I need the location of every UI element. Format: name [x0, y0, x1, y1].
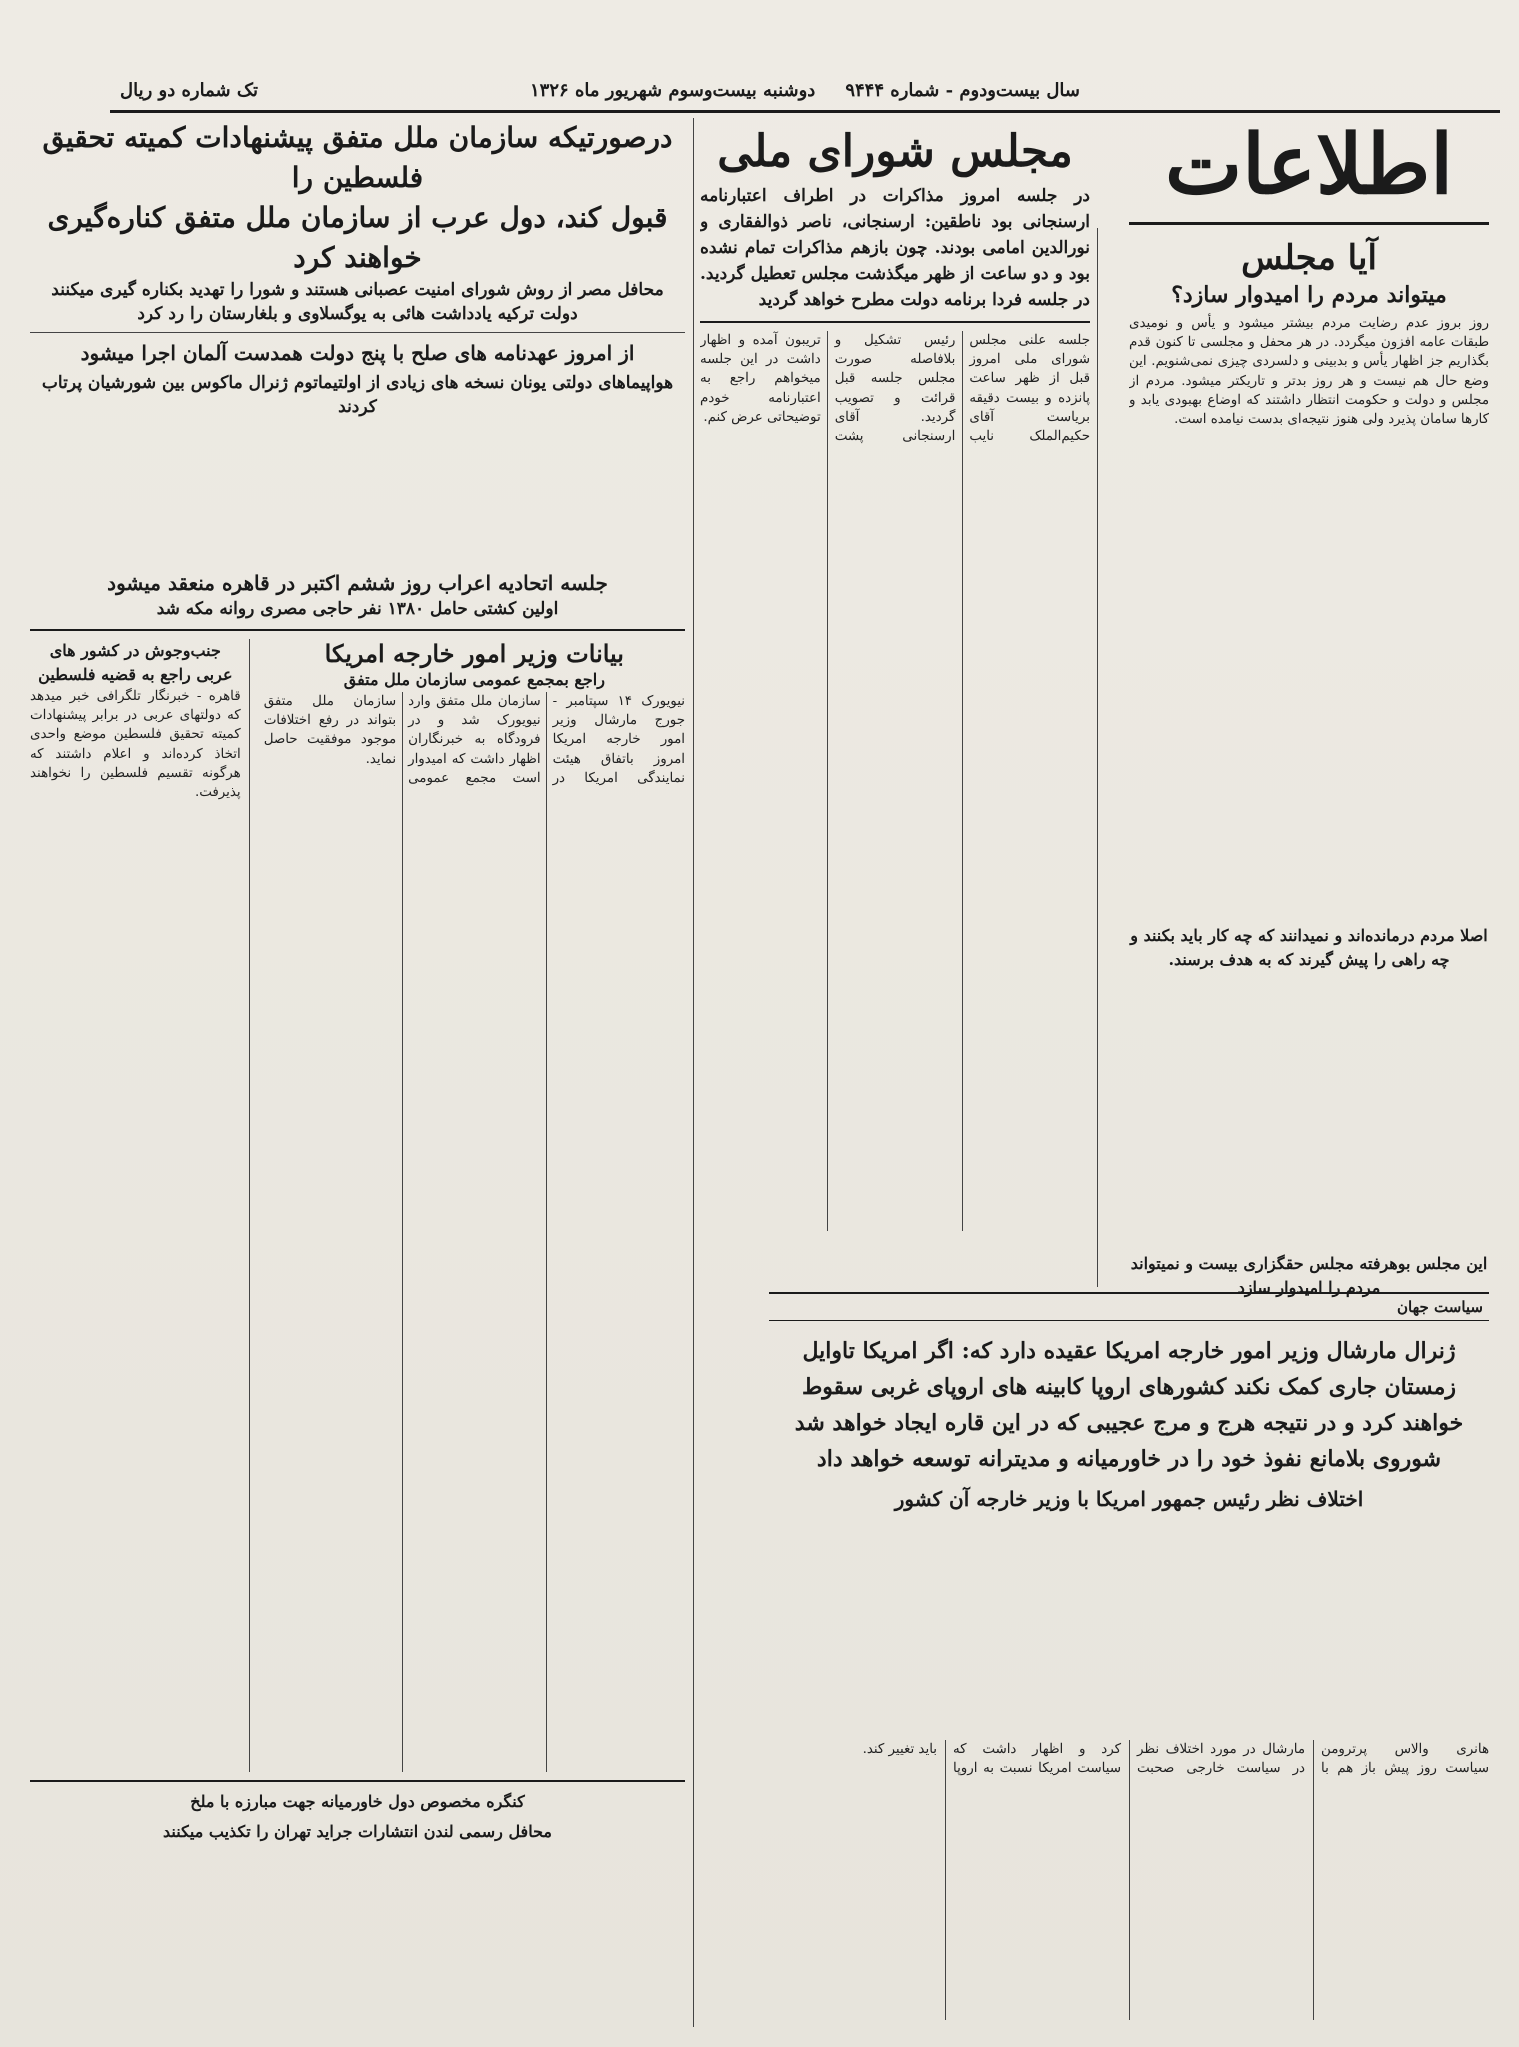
us-fm-body: نیویورک ۱۴ سپتامبر - جورج مارشال وزیر امور خارجه امریکا امروز باتفاق هیئت نمایندگی امریکا در سازمان ملل متفق وارد نیویورک شد و در فرودگاه به خبرنگاران اظهار داشت که امیدوار است مجمع عمومی سازمان ملل متفق بتواند در رفع اختلافات موجود موفقیت حاصل نماید. — [263, 694, 685, 786]
editorial-body: روز بروز عدم رضایت مردم بیشتر میشود و یأس و نومیدی طبقات عامه افزون میگردد. در هر محفل و مجلسی تا کنون قدم بگذاریم جز اظهار یأس و بدبینی و دلسردی چیزی نمی‌شنویم. این وضع حال هم نیست و هر روز بدتر و تاریکتر میشود. مردم از مجلس و دولت و حکومت انتظار داشتند که اوضاع بهبودی یابد و کارها سامان پذیرد ولی هنوز نتیجه‌ای بدست نیامده است. — [1129, 316, 1489, 428]
us-fm-subhead: راجع بمجمع عمومی سازمان ملل متفق — [343, 670, 605, 689]
masthead-rule — [1129, 222, 1489, 225]
egypt-headline: محافل مصر از روش شورای امنیت عصبانی هستند و شورا را تهدید بکناره گیری میکنند — [51, 280, 664, 300]
editorial-subtitle: میتواند مردم را امیدوار سازد؟ — [1171, 282, 1447, 308]
issue-number: سال بیست‌ودوم - شماره ۹۴۴۴ — [845, 79, 1080, 101]
pilgrims-headline: اولین کشتی حامل ۱۳۸۰ نفر حاجی مصری روانه مکه شد — [156, 599, 559, 619]
editorial-midhead-2: این مجلس بوهرفته مجلس حقگزاری بیست و نمیتواند مردم را امیدوار سازد — [1130, 1254, 1488, 1297]
london-denial-headline: محافل رسمی لندن انتشارات جراید تهران را تکذیب میکنند — [163, 1822, 552, 1841]
palestine-banner-line2: قبول کند، دول عرب از سازمان ملل متفق کناره‌گیری خواهند کرد — [47, 201, 668, 274]
issue-price: تک شماره دو ریال — [120, 79, 258, 101]
turkey-headline: دولت ترکیه یادداشت هائی به یوگسلاوی و بلغارستان را رد کرد — [137, 304, 578, 324]
palestine-banner-line1: درصورتیکه سازمان ملل متفق پیشنهادات کمیته تحقیق فلسطین را — [42, 121, 673, 194]
editorial-title: آیا مجلس — [1241, 238, 1377, 278]
world-section-label: سیاست جهان — [769, 1292, 1489, 1321]
locust-congress-headline: کنگره مخصوص دول خاورمیانه جهت مبارزه با ملخ — [190, 1792, 525, 1811]
majlis-title: مجلس شورای ملی — [717, 126, 1073, 177]
masthead-logo: اطلاعات — [1164, 117, 1454, 213]
column-rule — [1097, 228, 1098, 1287]
issue-date: دوشنبه بیست‌وسوم شهریور ماه ۱۳۲۶ — [530, 79, 816, 101]
issue-header — [110, 70, 1500, 113]
majlis-lead: در جلسه امروز مذاکرات در اطراف اعتبارنامه ارسنجانی بود ناطقین: ارسنجانی، ناصر ذوالفقاری و نورالدین امامی بودند. چون بازهم مذاکرات تمام نشده بود و دو ساعت از ظهر میگذشت مجلس تعطیل گردید. در جلسه فردا برنامه دولت مطرح خواهد گردید — [700, 186, 1090, 310]
us-fm-headline: بیانات وزیر امور خارجه امریکا — [324, 639, 624, 668]
majlis-section — [700, 118, 1090, 1287]
world-headline: ژنرال مارشال وزیر امور خارجه امریکا عقیده دارد که: اگر امریکا تاوایل زمستان جاری کمک نکند کشورهای اروپا کابینه های اروپای غربی سقوط خواهند کرد و در نتیجه هرج و مرج عجیبی که در این قاره ایجاد خواهد شد شوروی بلامانع نفوذ خود را در خاورمیانه و مدیترانه توسعه خواهد داد — [794, 1338, 1464, 1472]
arab-body: قاهره - خبرنگار تلگرافی خبر میدهد که دولتهای عربی در برابر پیشنهادات کمیته تحقیق فلسطین موضع واحدی اتخاذ کرده‌اند و اعلام داشتند که هرگونه تقسیم فلسطین را نخواهند پذیرفت. — [30, 689, 241, 801]
world-subhead: اختلاف نظر رئیس جمهور امریکا با وزیر خارجه آن کشور — [894, 1487, 1364, 1511]
foreign-news-body — [30, 425, 685, 565]
world-politics-box — [769, 1292, 1489, 1712]
arab-headline: جنب‌وجوش در کشور های عربی راجع به قضیه فلسطین — [38, 641, 233, 684]
editorial-midhead: اصلا مردم درمانده‌اند و نمیدانند که چه کار باید بکنند و چه راهی را پیش گیرند که به هدف برسند. — [1130, 926, 1488, 969]
arab-league-headline: جلسه اتحادیه اعراب روز ششم اکتبر در قاهره منعقد میشود — [107, 571, 608, 595]
greek-planes-headline: هواپیماهای دولتی یونان نسخه های زیادی از اولتیماتوم ژنرال ماکوس بین شورشیان پرتاب کردند — [41, 373, 674, 417]
peace-treaties-headline: از امروز عهدنامه های صلح با پنج دولت همدست آلمان اجرا میشود — [80, 341, 635, 365]
foreign-news-section — [30, 118, 685, 2027]
majlis-body: جلسه علنی مجلس شورای ملی امروز قبل از ظهر ساعت پانزده و بیست دقیقه بریاست آقای حکیم‌الملک نایب رئیس تشکیل و بلافاصله صورت مجلس جلسه قبل قرائت و تصویب گردید. آقای ارسنجانی پشت تریبون آمده و اظهار داشت در این جلسه میخواهم راجع به اعتبارنامه خودم توضیحاتی عرض کنم. — [700, 333, 1090, 445]
column-rule — [693, 118, 694, 2027]
editorial-body-2 — [1129, 982, 1489, 1242]
world-body: هانری والاس پرترومن سیاست روز پیش باز هم با مارشال در مورد اختلاف نظر در سیاست خارجی صحبت کرد و اظهار داشت که سیاست امریکا نسبت به اروپا باید تغییر کند. — [862, 1742, 1489, 1777]
